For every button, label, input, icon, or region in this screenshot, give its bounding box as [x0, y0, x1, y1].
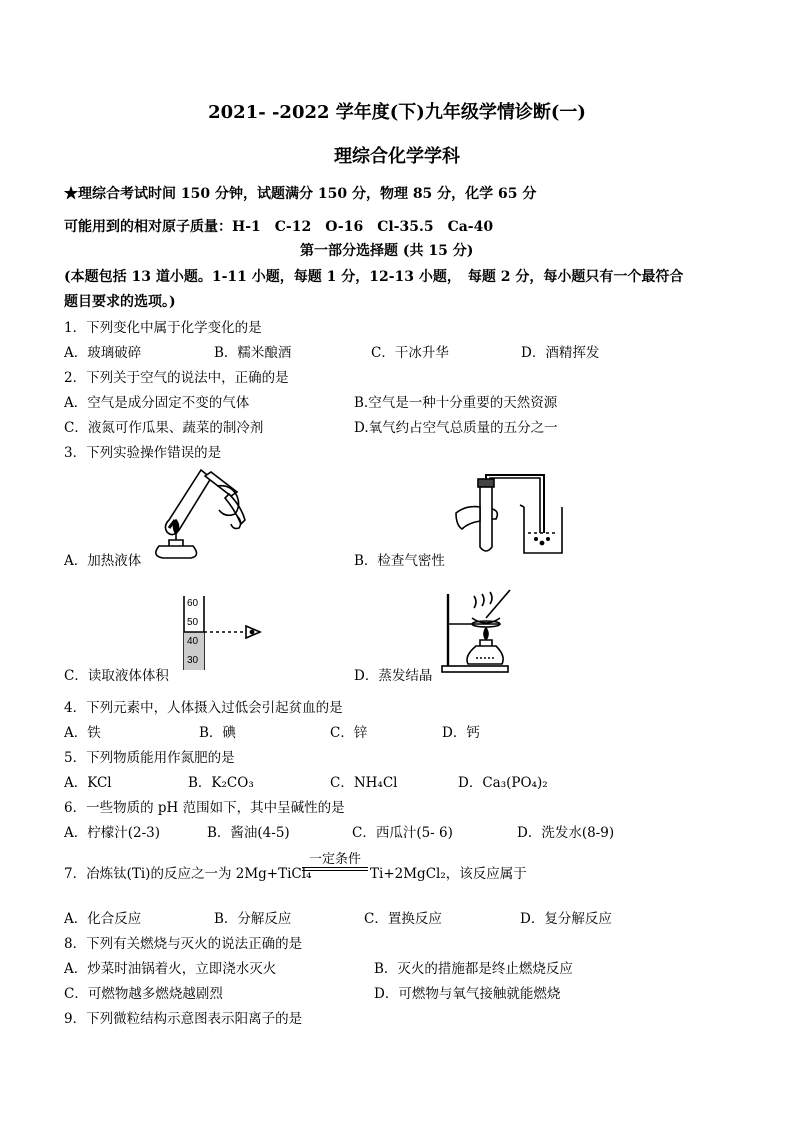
part1-note-line2: 题目要求的选项。): [64, 294, 176, 310]
cylinder-tick-30: 30: [187, 655, 199, 666]
q3-option-a[interactable]: A．加热液体: [64, 553, 142, 569]
q3-option-d[interactable]: D．蒸发结晶: [354, 668, 433, 684]
heating-liquid-figure: [145, 466, 255, 561]
q2-option-d[interactable]: D.氧气约占空气总质量的五分之一: [354, 420, 558, 436]
cylinder-tick-40: 40: [187, 636, 199, 647]
q4-option-a[interactable]: A．铁: [64, 725, 101, 741]
evaporation-figure: [440, 584, 530, 674]
cylinder-tick-50: 50: [187, 617, 199, 628]
q8-option-b[interactable]: B．灭火的措施都是终止燃烧反应: [374, 961, 573, 977]
exam-info: ★理综合考试时间 150 分钟，试题满分 150 分，物理 85 分，化学 65 分: [64, 186, 537, 202]
q7-option-a[interactable]: A．化合反应: [64, 911, 142, 927]
q5-option-c[interactable]: C．NH₄Cl: [330, 775, 398, 791]
part1-title: 第一部分选择题 (共 15 分): [300, 243, 474, 259]
q8-option-d[interactable]: D．可燃物与氧气接触就能燃烧: [374, 986, 561, 1002]
q2-option-a[interactable]: A．空气是成分固定不变的气体: [64, 395, 250, 411]
q5-stem: 5．下列物质能用作氮肥的是: [64, 750, 235, 766]
q7-equal-line-bottom: [302, 870, 368, 871]
q4-stem: 4．下列元素中，人体摄入过低会引起贫血的是: [64, 700, 343, 716]
q6-option-a[interactable]: A．柠檬汁(2-3): [64, 825, 161, 841]
q6-option-b[interactable]: B．酱油(4-5): [207, 825, 290, 841]
q1-option-c[interactable]: C．干冰升华: [371, 345, 449, 361]
q4-option-b[interactable]: B．碘: [199, 725, 236, 741]
q7-option-d[interactable]: D．复分解反应: [520, 911, 612, 927]
q2-option-b[interactable]: B.空气是一种十分重要的天然资源: [354, 395, 558, 411]
q1-option-b[interactable]: B．糯米酿酒: [214, 345, 292, 361]
q2-stem: 2．下列关于空气的说法中，正确的是: [64, 370, 289, 386]
q8-stem: 8．下列有关燃烧与灭火的说法正确的是: [64, 936, 303, 952]
q9-stem: 9．下列微粒结构示意图表示阳离子的是: [64, 1011, 303, 1027]
q7-equal-line-top: [302, 867, 368, 868]
q4-option-d[interactable]: D．钙: [442, 725, 480, 741]
q1-stem: 1．下列变化中属于化学变化的是: [64, 320, 262, 336]
q7-option-b[interactable]: B．分解反应: [214, 911, 292, 927]
airtightness-figure: [452, 473, 572, 558]
q4-option-c[interactable]: C．锌: [330, 725, 368, 741]
q3-option-b[interactable]: B．检查气密性: [354, 553, 445, 569]
part1-note-line1: (本题包括 13 道小题。1-11 小题，每题 1 分，12-13 小题， 每题 2 分，每小题只有一个最符合: [64, 269, 684, 285]
q7-option-c[interactable]: C．置换反应: [364, 911, 442, 927]
cylinder-tick-60: 60: [187, 598, 199, 609]
q5-option-a[interactable]: A．KCl: [64, 775, 112, 791]
q7-stem-prefix: 7．冶炼钛(Ti)的反应之一为 2Mg+TiCl₄: [64, 866, 312, 882]
graduated-cylinder-figure: [180, 594, 270, 672]
page-title: 2021- -2022 学年度(下)九年级学情诊断(一): [208, 102, 586, 123]
q1-option-a[interactable]: A．玻璃破碎: [64, 345, 142, 361]
q3-option-c[interactable]: C．读取液体体积: [64, 668, 169, 684]
page-subtitle: 理综合化学学科: [334, 146, 460, 167]
q6-option-c[interactable]: C．西瓜汁(5- 6): [352, 825, 453, 841]
q8-option-a[interactable]: A．炒菜时油锅着火，立即浇水灭火: [64, 961, 277, 977]
q3-stem: 3．下列实验操作错误的是: [64, 445, 222, 461]
q2-option-c[interactable]: C．液氮可作瓜果、蔬菜的制冷剂: [64, 420, 264, 436]
q6-stem: 6．一些物质的 pH 范围如下，其中呈碱性的是: [64, 800, 345, 816]
q5-option-d[interactable]: D．Ca₃(PO₄)₂: [458, 775, 548, 791]
atomic-mass-line: 可能用到的相对原子质量：H-1 C-12 O-16 Cl-35.5 Ca-40: [64, 219, 494, 235]
q5-option-b[interactable]: B．K₂CO₃: [188, 775, 254, 791]
q8-option-c[interactable]: C．可燃物越多燃烧越剧烈: [64, 986, 223, 1002]
q7-condition: 一定条件: [308, 852, 361, 867]
q6-option-d[interactable]: D．洗发水(8-9): [517, 825, 615, 841]
q7-stem-suffix: Ti+2MgCl₂，该反应属于: [370, 866, 527, 882]
q1-option-d[interactable]: D．酒精挥发: [521, 345, 600, 361]
